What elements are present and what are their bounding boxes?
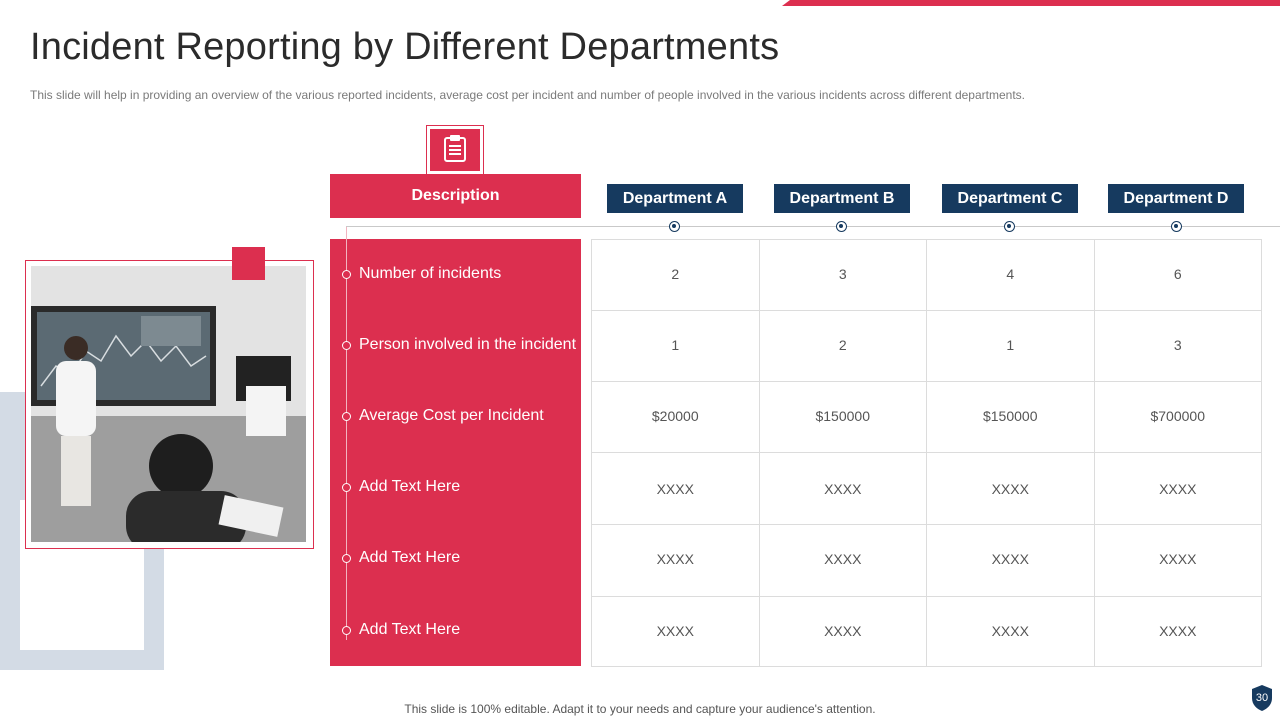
- table-cell: [759, 310, 928, 382]
- row-label-text: Average Cost per Incident: [359, 407, 544, 424]
- table-cell: [759, 452, 928, 525]
- table-cell-value: XXXX: [824, 551, 862, 567]
- table-cell-value: 2: [838, 337, 847, 353]
- timeline-dot-department-a: [669, 221, 680, 232]
- row-label-text: Add Text Here: [359, 478, 461, 495]
- table-cell-value: 1: [671, 337, 680, 353]
- department-c-header: Department C: [942, 184, 1078, 213]
- table-cell-value: XXXX: [824, 481, 862, 497]
- timeline-dot: [342, 554, 351, 563]
- table-cell-value: 2: [671, 266, 680, 282]
- table-cell: [926, 596, 1095, 667]
- row-label-number-of-incidents: [342, 265, 501, 283]
- department-a-header: Department A: [607, 184, 743, 213]
- table-cell-value: $150000: [815, 408, 870, 424]
- table-cell-value: 3: [1173, 337, 1182, 353]
- table-cell-value: XXXX: [991, 481, 1029, 497]
- table-cell: [1094, 381, 1263, 453]
- table-cell: [591, 596, 760, 667]
- table-cell-value: XXXX: [1159, 623, 1197, 639]
- table-cell-value: XXXX: [991, 623, 1029, 639]
- row-label-add-text-2: [342, 549, 460, 567]
- page-number: 30: [1255, 692, 1269, 704]
- row-label-text: Number of incidents: [359, 265, 502, 282]
- table-cell: [591, 452, 760, 525]
- timeline-dot: [342, 626, 351, 635]
- row-label-text: Add Text Here: [359, 621, 461, 638]
- table-cell-value: 1: [1006, 337, 1015, 353]
- timeline-dot: [342, 270, 351, 279]
- footer-note: This slide is 100% editable. Adapt it to your needs and capture your audience's attention.: [404, 702, 876, 716]
- table-cell-value: XXXX: [1159, 481, 1197, 497]
- table-cell: [759, 524, 928, 597]
- table-cell: [1094, 596, 1263, 667]
- top-accent-corner: [782, 0, 790, 6]
- table-cell: [1094, 310, 1263, 382]
- table-cell: [1094, 524, 1263, 597]
- clipboard-icon: [443, 134, 467, 167]
- slide-title: Incident Reporting by Different Departments: [30, 26, 780, 68]
- table-cell: [591, 381, 760, 453]
- table-cell: [591, 310, 760, 382]
- row-label-text: Add Text Here: [359, 549, 461, 566]
- timeline-dot-department-b: [836, 221, 847, 232]
- table-cell: [1094, 452, 1263, 525]
- row-label-add-text-3: [342, 621, 460, 639]
- table-cell: [1094, 239, 1263, 311]
- description-panel: [330, 239, 581, 666]
- department-b-header: Department B: [774, 184, 910, 213]
- table-cell: [759, 239, 928, 311]
- table-cell-value: 6: [1173, 266, 1182, 282]
- table-cell: [591, 524, 760, 597]
- top-accent-bar: [790, 0, 1280, 6]
- table-cell-value: 3: [838, 266, 847, 282]
- table-cell: [926, 239, 1095, 311]
- table-cell-value: XXXX: [656, 623, 694, 639]
- table-cell-value: XXXX: [991, 551, 1029, 567]
- presentation-photo: [31, 266, 306, 542]
- row-label-average-cost: [342, 407, 544, 425]
- decorative-red-square: [232, 247, 265, 280]
- table-cell: [926, 310, 1095, 382]
- table-cell-value: XXXX: [656, 481, 694, 497]
- table-cell-value: 4: [1006, 266, 1015, 282]
- department-d-header: Department D: [1108, 184, 1244, 213]
- slide-subtitle: This slide will help in providing an overview of the various reported incidents, average cost per incident and number of people involved in the various incidents across different departments.: [30, 88, 1025, 102]
- table-cell-value: XXXX: [656, 551, 694, 567]
- table-cell: [926, 524, 1095, 597]
- timeline-dot-department-c: [1004, 221, 1015, 232]
- timeline-dot: [342, 341, 351, 350]
- table-cell: [926, 381, 1095, 453]
- timeline-line: [346, 226, 347, 640]
- row-label-text: Person involved in the incident: [359, 336, 577, 353]
- timeline-top-line: [346, 226, 1280, 227]
- table-cell-value: XXXX: [824, 623, 862, 639]
- table-cell: [759, 596, 928, 667]
- table-cell-value: $700000: [1150, 408, 1205, 424]
- table-cell: [759, 381, 928, 453]
- row-label-add-text-1: [342, 478, 460, 496]
- table-cell-value: $20000: [651, 408, 699, 424]
- timeline-dot: [342, 412, 351, 421]
- timeline-dot: [342, 483, 351, 492]
- description-icon-box: [427, 126, 483, 174]
- table-cell-value: XXXX: [1159, 551, 1197, 567]
- data-table: [591, 239, 1261, 666]
- description-header: Description: [330, 174, 581, 218]
- timeline-dot-department-d: [1171, 221, 1182, 232]
- table-cell: [926, 452, 1095, 525]
- table-cell: [591, 239, 760, 311]
- row-label-persons-involved: [342, 336, 576, 354]
- table-cell-value: $150000: [982, 408, 1038, 424]
